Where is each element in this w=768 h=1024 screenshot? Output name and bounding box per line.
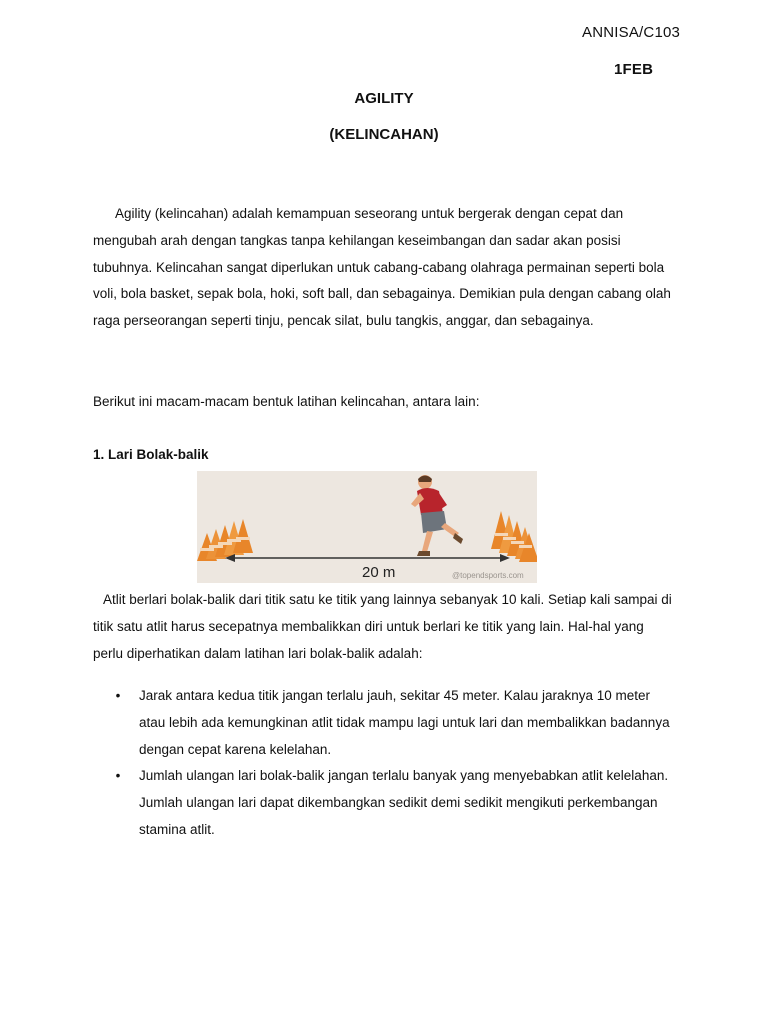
date-label: 1FEB <box>614 61 654 78</box>
list-item <box>112 683 672 763</box>
bullet-text: Jarak antara kedua titik jangan terlalu jauh, sekitar 45 meter. Kalau jaraknya 10 meter atau lebih ada kemungkinan atlit tidak mampu lagi untuk lari dan membalikkan badannya dengan cepat karena kelelahan. <box>139 688 670 757</box>
author-class-label: ANNISA/C103 <box>582 24 681 41</box>
section-heading: 1. Lari Bolak-balik <box>93 447 209 462</box>
shuttle-run-illustration <box>197 471 537 583</box>
page-subtitle: (KELINCAHAN) <box>329 126 439 143</box>
list-item <box>112 763 672 843</box>
intro-paragraph: Agility (kelincahan) adalah kemampuan seseorang untuk bergerak dengan cepat dan mengubah arah dengan tangkas tanpa kehilangan keseimbangan dan sadar akan posisi tubuhnya. Kelincahan sangat diperlukan untuk cabang-cabang olahraga permainan seperti bola voli, bola basket, sepak bola, hoki, soft ball, dan sebagainya. Demikian pula dengan cabang olah raga perseorangan seperti tinju, pencak silat, bulu tangkis, anggar, dan sebagainya. <box>93 206 671 329</box>
bullet-icon: • <box>115 688 121 703</box>
page-title: AGILITY <box>354 90 414 107</box>
list-intro-paragraph: Berikut ini macam-macam bentuk latihan kelincahan, antara lain: <box>93 394 480 409</box>
bullet-text: Jumlah ulangan lari bolak-balik jangan terlalu banyak yang menyebabkan atlit kelelahan. Jumlah ulangan lari dapat dikembangkan sedikit demi sedikit mengikuti perkembangan stamina atlit. <box>139 768 669 837</box>
bullet-icon: • <box>115 768 121 784</box>
considerations-list <box>112 683 672 844</box>
description-paragraph: Atlit berlari bolak-balik dari titik satu ke titik yang lainnya sebanyak 10 kali. Setiap kali sampai di titik satu atlit harus secepatnya membalikkan diri untuk berlari ke titik yang lain. Hal-hal yang perlu diperhatikan dalam latihan lari bolak-balik adalah: <box>93 592 672 661</box>
distance-label: 20 m <box>362 564 396 581</box>
watermark-label: @topendsports.com <box>452 571 524 580</box>
